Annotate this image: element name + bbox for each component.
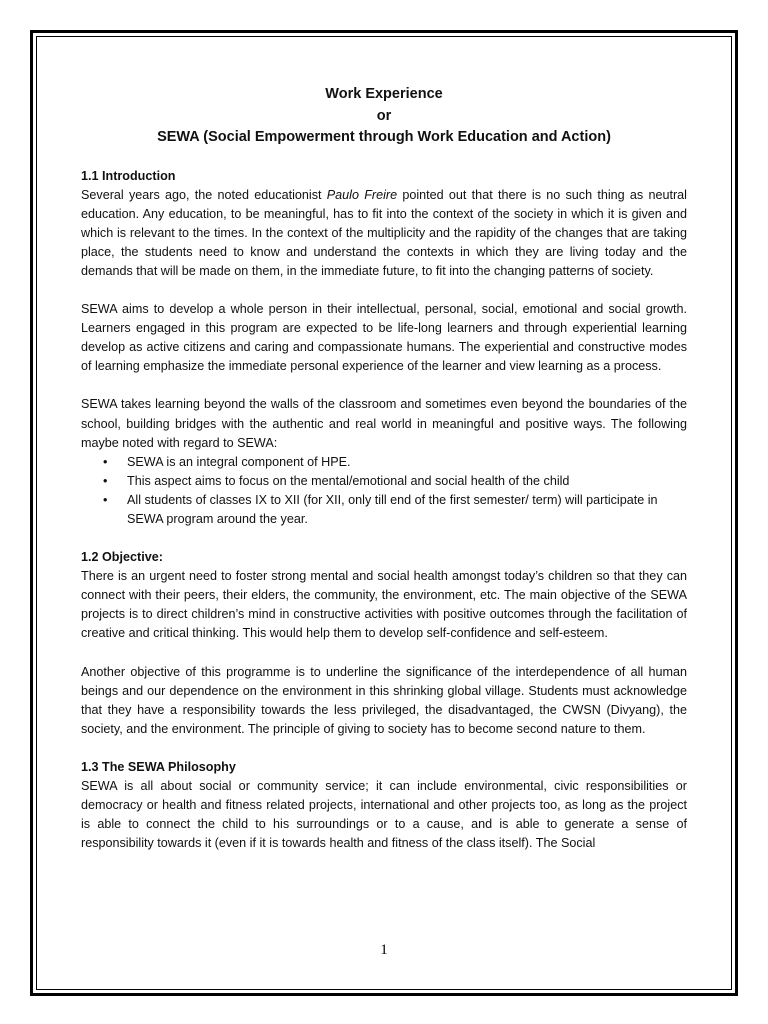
document-body bbox=[81, 84, 687, 853]
document-title bbox=[81, 84, 687, 149]
list-item bbox=[103, 491, 687, 529]
title-line-3: SEWA (Social Empowerment through Work Education and Action) bbox=[157, 129, 611, 145]
italic-name: Paulo Freire bbox=[326, 187, 398, 202]
paragraph: SEWA takes learning beyond the walls of the classroom and sometimes even beyond the boundaries of the school, building bridges with the authentic and real world in meaningful and positive ways. The following maybe noted with regard to SEWA: bbox=[81, 397, 687, 450]
list-item-text: SEWA is an integral component of HPE. bbox=[127, 454, 351, 469]
section-objective bbox=[81, 548, 687, 739]
bullet-icon: • bbox=[103, 454, 108, 469]
bullet-icon: • bbox=[103, 473, 108, 488]
bullet-list bbox=[81, 453, 687, 529]
list-item bbox=[103, 453, 687, 472]
bullet-icon: • bbox=[103, 492, 108, 507]
section-heading: 1.2 Objective: bbox=[81, 550, 163, 565]
paragraph bbox=[81, 186, 687, 281]
paragraph: SEWA aims to develop a whole person in their intellectual, personal, social, emotional and social growth. Learners engaged in this program are expected to be life-long learners and through experiential learning develop as active citizens and caring and compassionate humans. The experiential and constructive modes of learning emphasize the immediate personal experience of the learner and view learning as a process. bbox=[81, 302, 687, 374]
section-heading: 1.1 Introduction bbox=[81, 168, 176, 183]
title-line-1: Work Experience bbox=[325, 86, 443, 102]
list-item bbox=[103, 472, 687, 491]
title-line-2: or bbox=[376, 107, 392, 124]
paragraph: SEWA is all about social or community service; it can include environmental, civic responsibilities or democracy or health and fitness related projects, international and other projects too, as long as the project is able to connect the child to his surroundings or to a cause, and is able to generate a sense of responsibility towards it (even if it is towards health and fitness of the class itself). The Social bbox=[81, 779, 687, 851]
text-run: pointed out that there is no such thing as neutral education. Any education, to be meaningful, has to fit into the context of the society in which it is given and which is relevant to the times. In the context of the multiplicity and the rapidity of the changes that are taking place, the students need to know and understand the contexts in which they are living today and the demands that will be made on them, in the immediate future, to fit into the changing patterns of society. bbox=[81, 187, 687, 278]
paragraph: There is an urgent need to foster strong mental and social health amongst today’s children so that they can connect with their peers, their elders, the community, the environment, etc. The main objective of the SEWA projects is to direct children’s mind in constructive activities with positive outcomes through the facilitation of creative and critical thinking. This would help them to develop self-confidence and self-esteem. bbox=[81, 569, 687, 641]
section-introduction bbox=[81, 167, 687, 530]
page-number: 1 bbox=[380, 942, 388, 958]
paragraph: Another objective of this programme is to underline the significance of the interdependence of all human beings and our dependence on the environment in this shrinking global village. Students must acknowledge that they have a responsibility towards the less privileged, the disadvantaged, the CWSN (Divyang), the society, and the environment. The principle of giving to society has to become second nature to them. bbox=[81, 664, 687, 736]
text-run: Several years ago, the noted educationist bbox=[81, 187, 327, 202]
section-philosophy bbox=[81, 758, 687, 853]
list-item-text: All students of classes IX to XII (for XII, only till end of the first semester/ term) will participate in SEWA program around the year. bbox=[127, 492, 658, 526]
section-heading: 1.3 The SEWA Philosophy bbox=[81, 759, 236, 774]
list-item-text: This aspect aims to focus on the mental/emotional and social health of the child bbox=[127, 473, 570, 488]
